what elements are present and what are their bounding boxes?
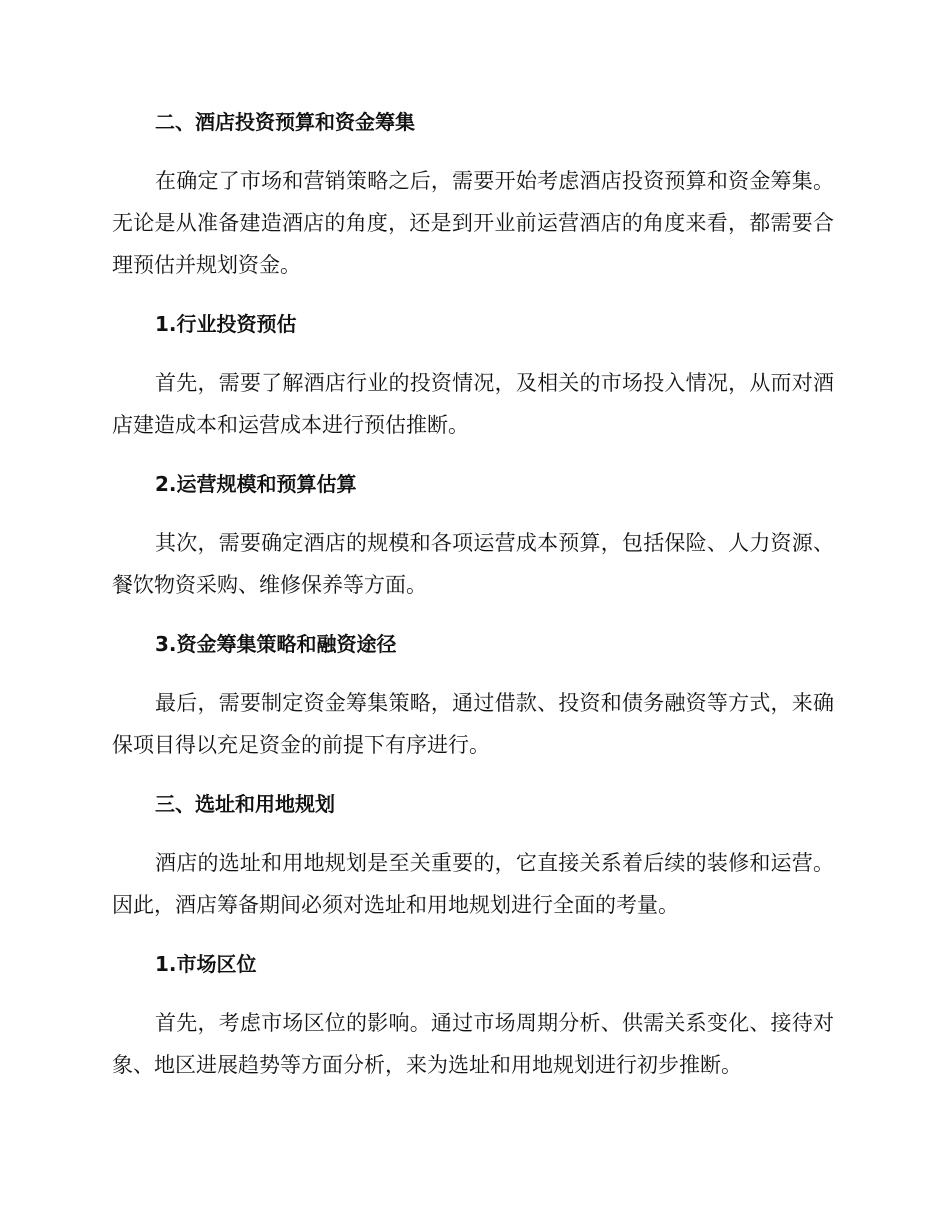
subheading-financing-strategy: 3.资金筹集策略和融资途径 xyxy=(155,632,397,656)
paragraph-site-selection: 酒店的选址和用地规划是至关重要的，它直接关系着后续的装修和运营。因此，酒店筹备期间必须对选址和用地规划进行全面的考量。 xyxy=(112,851,834,917)
paragraph-budget-financing: 在确定了市场和营销策略之后，需要开始考虑酒店投资预算和资金筹集。无论是从准备建造酒店的角度，还是到开业前运营酒店的角度来看，都需要合理预估并规划资金。 xyxy=(112,169,834,277)
paragraph-financing-strategy: 最后，需要制定资金筹集策略，通过借款、投资和债务融资等方式，来确保项目得以充足资金的前提下有序进行。 xyxy=(112,691,834,757)
subheading-market-location: 1.市场区位 xyxy=(155,952,257,976)
subheading-operating-scale: 2.运营规模和预算估算 xyxy=(155,472,357,496)
paragraph-industry-investment: 首先，需要了解酒店行业的投资情况，及相关的市场投入情况，从而对酒店建造成本和运营成本进行预估推断。 xyxy=(112,371,834,437)
document-page xyxy=(112,108,834,1086)
section-heading-site-selection: 三、选址和用地规划 xyxy=(155,792,335,816)
paragraph-market-location: 首先，考虑市场区位的影响。通过市场周期分析、供需关系变化、接待对象、地区进展趋势等方面分析，来为选址和用地规划进行初步推断。 xyxy=(112,1011,834,1077)
subheading-industry-investment: 1.行业投资预估 xyxy=(155,312,297,336)
section-heading-budget-financing: 二、酒店投资预算和资金筹集 xyxy=(155,110,415,134)
paragraph-operating-scale: 其次，需要确定酒店的规模和各项运营成本预算，包括保险、人力资源、餐饮物资采购、维修保养等方面。 xyxy=(112,531,834,597)
